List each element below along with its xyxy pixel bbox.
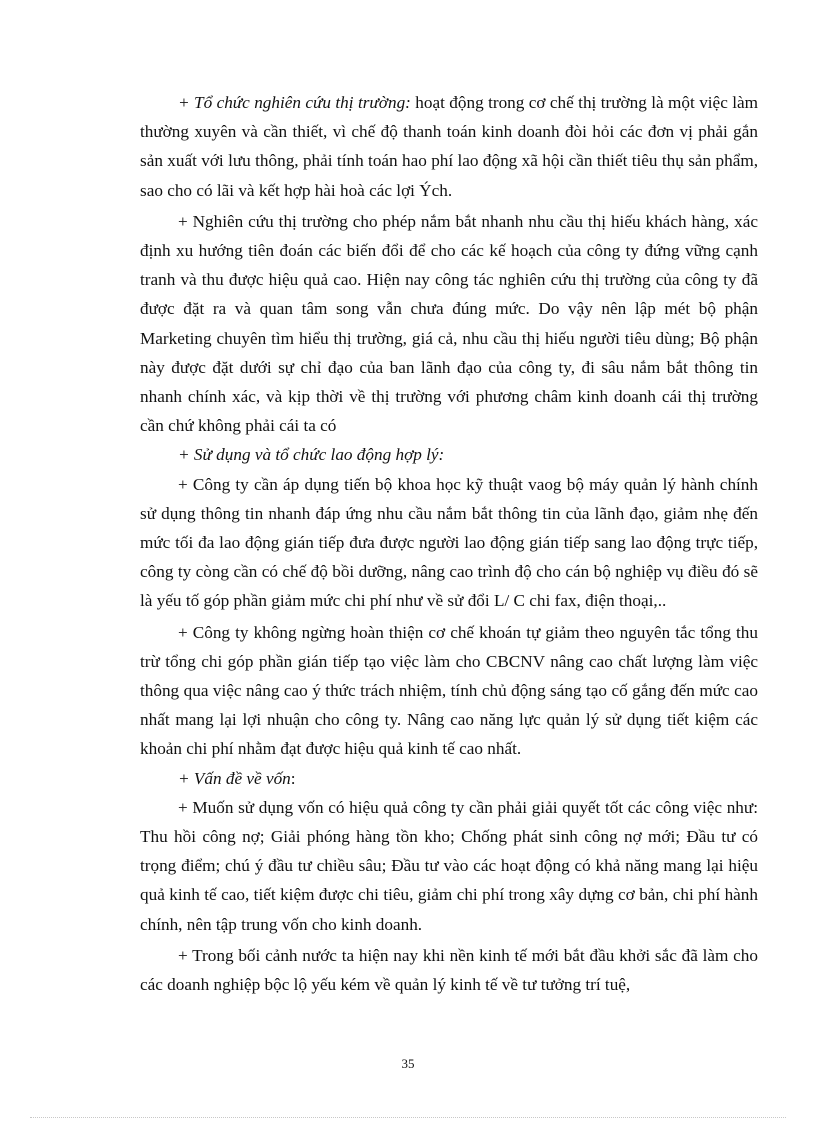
paragraph-text: + Nghiên cứu thị trường cho phép nắm bắt nhanh nhu cầu thị hiếu khách hàng, xác định xu hướng tiên đoán các biến đổi để cho các kế hoạch của công ty đứng vững cạnh tranh và thu được hiệu quả cao. Hiện nay công tác nghiên cứu thị trường của công ty đã được đặt ra và quan tâm song vẫn chưa đúng mức. Do vậy nên lập mét bộ phận Marketing chuyên tìm hiểu thị trường, giá cả, nhu cầu thị hiếu người tiêu dùng; Bộ phận này được đặt dưới sự chỉ đạo của ban lãnh đạo của công ty, đi sâu nắm bắt thông tin nhanh chính xác, và kịp thời về thị trường với phương châm kinh doanh cái thị trường cần chứ không phải cái ta có: [140, 211, 758, 436]
paragraph-text: hoạt động trong cơ chế thị trường là một việc làm thường xuyên và cần thiết, vì chế độ thanh toán kinh doanh đòi hỏi các đơn vị phải gắn sản xuất với lưu thông, phải tính toán hao phí lao động xã hội cần thiết tiêu thụ sản phẩm, sao cho có lãi và kết hợp hài hoà các lợi Ých.: [140, 93, 759, 200]
paragraph-text: + Công ty không ngừng hoàn thiện cơ chế khoán tự giảm theo nguyên tắc tổng thu trừ tổng chi góp phần gián tiếp tạo việc làm cho CBCNV nâng cao chất lượng làm việc thông qua việc nâng cao ý thức trách nhiệm, tính chủ động sáng tạo cố gắng đến mức cao nhất mang lại lợi nhuận cho công ty. Nâng cao năng lực quản lý sử dụng tiết kiệm các khoản chi phí nhằm đạt được hiệu quả kinh tế cao nhất.: [140, 622, 758, 759]
paragraph-market-research: [140, 88, 758, 205]
paragraph-capital-heading: [140, 764, 758, 793]
heading-market-research: + Tổ chức nghiên cứu thị trường:: [178, 93, 411, 112]
paragraph-technology: [140, 470, 758, 616]
page-number: 35: [401, 1056, 415, 1071]
paragraph-text: + Công ty cần áp dụng tiến bộ khoa học kỹ thuật vaog bộ máy quản lý hành chính sử dụng thông tin nhanh đáp ứng nhu cầu nắm bắt thông tin của lãnh đạo, giảm nhẹ đến mức tối đa lao động gián tiếp đưa được người lao động gián tiếp sang lao động trực tiếp, công ty còng cần có chế độ bồi dưỡng, nâng cao trình độ cho cán bộ nghiệp vụ điều đó sẽ là yếu tố góp phần giảm mức chi phí như về sử đổi L/ C chi fax, điện thoại,..: [140, 474, 758, 611]
paragraph-text: + Muốn sử dụng vốn có hiệu quả công ty cần phải giải quyết tốt các công việc như: Thu hồi công nợ; Giải phóng hàng tồn kho; Chống phát sinh công nợ mới; Đầu tư có trọng điểm; chú ý đầu tư chiều sâu; Đầu tư vào các hoạt động có khả năng mang lại hiệu quả kinh tế cao, tiết kiệm được chi tiêu, giảm chi phí trong xây dựng cơ bản, chi phí hành chính, nên tập trung vốn cho kinh doanh.: [140, 797, 758, 934]
paragraph-text: + Trong bối cảnh nước ta hiện nay khi nền kinh tế mới bắt đầu khởi sắc đã làm cho các doanh nghiệp bộc lộ yếu kém về quản lý kinh tế về tư tưởng trí tuệ,: [140, 945, 758, 995]
paragraph-context: [140, 941, 758, 999]
heading-capital-issue: + Vấn đề về vốn: [178, 768, 291, 788]
paragraph-contracting: [140, 618, 758, 764]
page-bottom-divider: [30, 1117, 786, 1118]
paragraph-market-study: [140, 207, 758, 441]
paragraph-capital-use: [140, 793, 758, 939]
heading-labor-organization: + Sử dụng và tổ chức lao động hợp lý:: [178, 445, 445, 465]
heading-colon: :: [290, 768, 296, 788]
paragraph-labor-heading: [140, 440, 758, 469]
document-body: [140, 88, 758, 999]
